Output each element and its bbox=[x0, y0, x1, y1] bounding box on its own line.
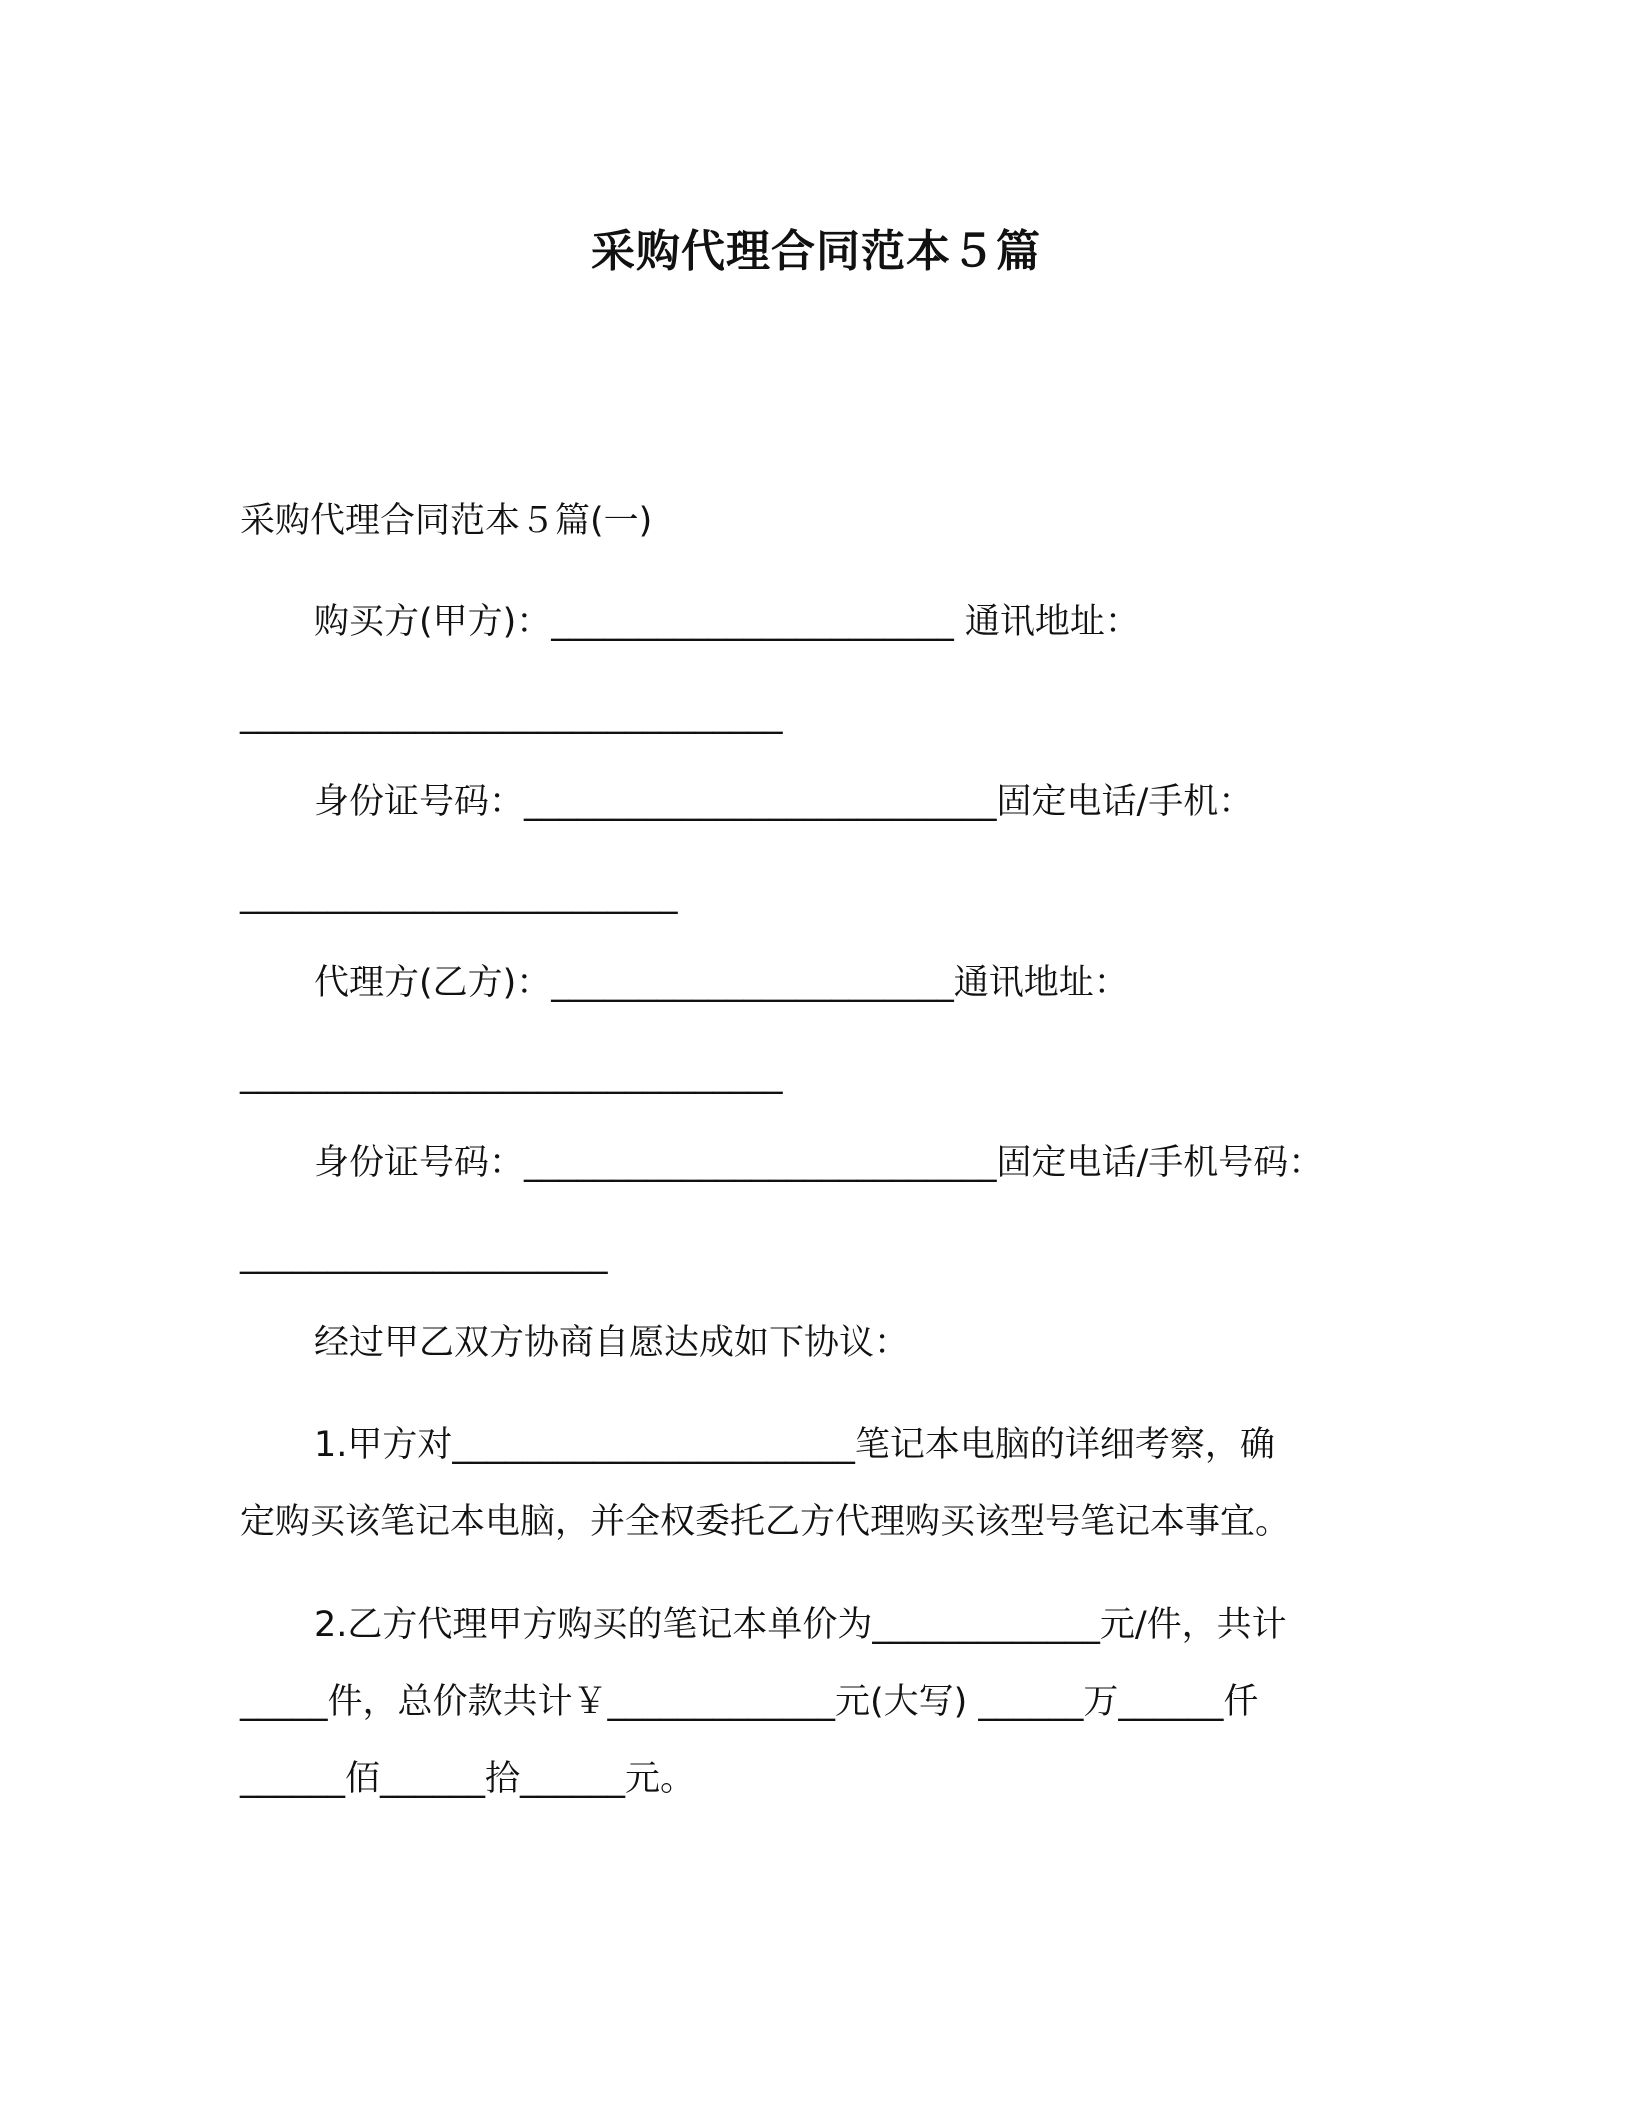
clause-2-line-1: 2.乙方代理甲方购买的笔记本单价为_____________元/件，共计 bbox=[314, 1605, 1287, 1645]
buyer-address-blank: _______________________________ bbox=[240, 695, 783, 735]
clause-1-line-2: 定购买该笔记本电脑，并全权委托乙方代理购买该型号笔记本事宜。 bbox=[240, 1502, 1291, 1542]
clause-2-line-2: _____件，总价款共计￥_____________元(大写) ______万______仟 bbox=[240, 1682, 1259, 1722]
clause-2-line-3: ______佰______拾______元。 bbox=[240, 1759, 696, 1799]
agent-phone-blank: _____________________ bbox=[240, 1235, 608, 1275]
agent-address-blank: _______________________________ bbox=[240, 1055, 783, 1095]
agent-info-line: 代理方(乙方)：_______________________通讯地址： bbox=[314, 963, 1129, 1003]
buyer-info-line: 购买方(甲方)：_______________________ 通讯地址： bbox=[314, 602, 1140, 642]
contract-subtitle: 采购代理合同范本５篇(一) bbox=[240, 501, 653, 541]
document-title: 采购代理合同范本５篇 bbox=[591, 226, 1041, 277]
buyer-phone-blank: _________________________ bbox=[240, 875, 678, 915]
agent-id-line: 身份证号码：___________________________固定电话/手机号码： bbox=[314, 1143, 1324, 1183]
buyer-id-line: 身份证号码：___________________________固定电话/手机： bbox=[314, 782, 1254, 822]
clause-1-line-1: 1.甲方对_______________________笔记本电脑的详细考察，确 bbox=[314, 1425, 1275, 1465]
agreement-intro: 经过甲乙双方协商自愿达成如下协议： bbox=[314, 1323, 910, 1363]
